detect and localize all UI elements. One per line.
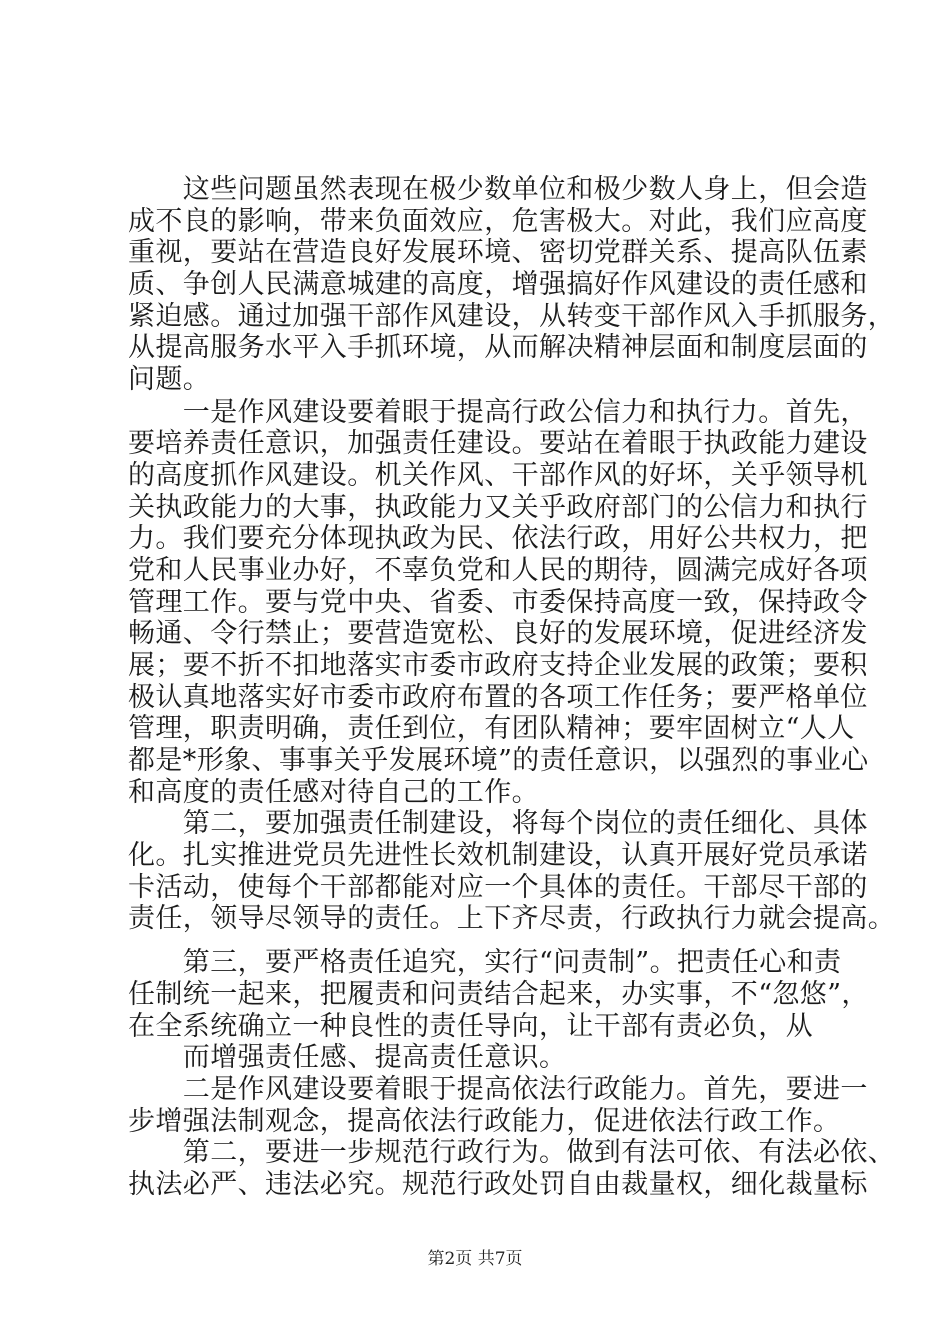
paragraph-line: 这些问题虽然表现在极少数单位和极少数人身上，但会造 (128, 174, 868, 205)
paragraph-line: 执法必严、违法必究。规范行政处罚自由裁量权，细化裁量标 (128, 1169, 868, 1200)
paragraph-line: 力。我们要充分体现执政为民、依法行政，用好公共权力，把 (128, 523, 868, 554)
paragraph-line: 畅通、令行禁止；要营造宽松、良好的发展环境，促进经济发 (128, 618, 868, 649)
paragraph-line: 任制统一起来，把履责和问责结合起来，办实事，不“忽悠”， (128, 979, 869, 1010)
paragraph-line: 第二，要加强责任制建设，将每个岗位的责任细化、具体 (128, 808, 868, 839)
paragraph-line: 成不良的影响，带来负面效应，危害极大。对此，我们应高度 (128, 206, 868, 237)
paragraph-line: 步增强法制观念，提高依法行政能力，促进依法行政工作。 (128, 1106, 841, 1137)
paragraph-line: 展；要不折不扣地落实市委市政府支持企业发展的政策；要积 (128, 650, 868, 681)
paragraph-line: 在全系统确立一种良性的责任导向，让干部有责必负，从 (128, 1011, 813, 1042)
paragraph-line: 重视，要站在营造良好发展环境、密切党群关系、提高队伍素 (128, 237, 868, 268)
paragraph-line: 责任，领导尽领导的责任。上下齐尽责，行政执行力就会提高。 (128, 903, 896, 934)
paragraph-line: 管理，职责明确，责任到位，有团队精神；要牢固树立“人人 (128, 713, 855, 744)
paragraph-line: 化。扎实推进党员先进性长效机制建设，认真开展好党员承诺 (128, 840, 868, 871)
paragraph-line: 质、争创人民满意城建的高度，增强搞好作风建设的责任感和 (128, 269, 868, 300)
paragraph-line: 一是作风建设要着眼于提高行政公信力和执行力。首先， (128, 397, 868, 428)
paragraph-line: 关执政能力的大事，执政能力又关乎政府部门的公信力和执行 (128, 492, 868, 523)
paragraph-line: 管理工作。要与党中央、省委、市委保持高度一致，保持政令 (128, 587, 868, 618)
paragraph-line: 的高度抓作风建设。机关作风、干部作风的好坏，关乎领导机 (128, 460, 868, 491)
paragraph-line: 极认真地落实好市委市政府布置的各项工作任务；要严格单位 (128, 682, 868, 713)
page-footer: 第2页 共7页 (427, 1249, 523, 1269)
paragraph-line: 二是作风建设要着眼于提高依法行政能力。首先，要进一 (128, 1074, 868, 1105)
paragraph-line: 问题。 (128, 364, 211, 395)
paragraph-line: 第三，要严格责任追究，实行“问责制”。把责任心和责 (128, 947, 842, 978)
paragraph-line: 要培养责任意识，加强责任建设。要站在着眼于执政能力建设 (128, 428, 868, 459)
paragraph-line: 和高度的责任感对待自己的工作。 (128, 777, 539, 808)
paragraph-line: 党和人民事业办好，不辜负党和人民的期待，圆满完成好各项 (128, 555, 868, 586)
paragraph-line: 第二，要进一步规范行政行为。做到有法可依、有法必依、 (128, 1137, 896, 1168)
paragraph-line: 紧迫感。通过加强干部作风建设，从转变干部作风入手抓服务， (128, 301, 896, 332)
paragraph-line: 都是*形象、事事关乎发展环境”的责任意识，以强烈的事业心 (128, 745, 869, 776)
paragraph-line: 而增强责任感、提高责任意识。 (128, 1042, 567, 1073)
paragraph-line: 卡活动，使每个干部都能对应一个具体的责任。干部尽干部的 (128, 872, 868, 903)
paragraph-line: 从提高服务水平入手抓环境，从而解决精神层面和制度层面的 (128, 332, 868, 363)
